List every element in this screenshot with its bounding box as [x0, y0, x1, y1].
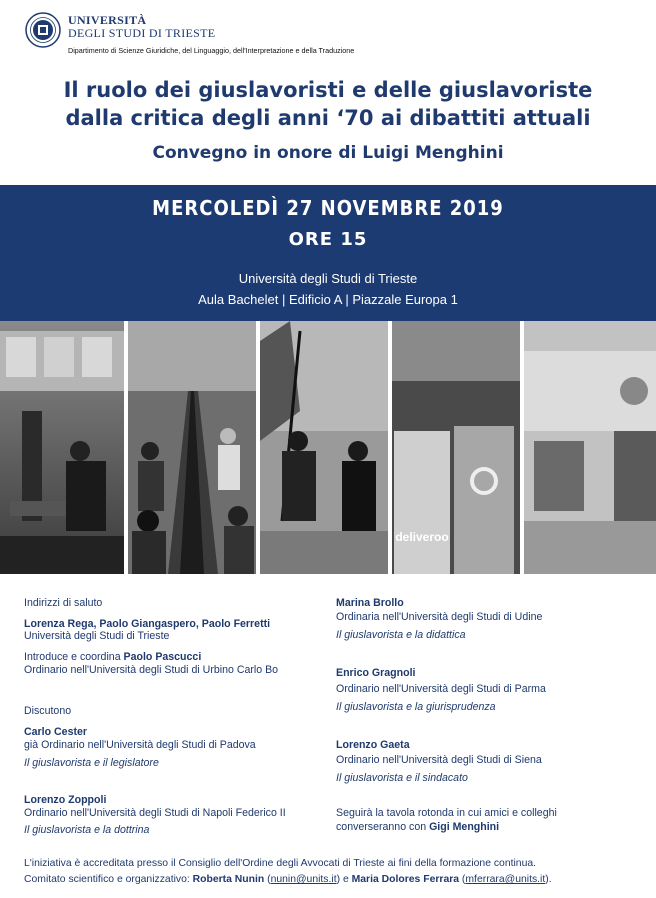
speaker-name: Lorenzo Gaeta: [336, 739, 410, 751]
paren-close-1: ): [336, 874, 341, 885]
footer-accreditation: L'iniziativa è accreditata presso il Consiglio dell'Ordine degli Avvocati di Trieste ai fini della formazione continua.: [24, 858, 537, 869]
email-link-1[interactable]: nunin@units.it: [270, 874, 337, 885]
speaker-name: Enrico Gragnoli: [336, 667, 416, 679]
speaker-name: Marina Brollo: [336, 597, 404, 609]
deliveroo-label: deliveroo: [395, 530, 449, 544]
paren-open-2: (: [459, 874, 466, 885]
department-name: Dipartimento di Scienze Giuridiche, del Linguaggio, dell'Interpretazione e della Traduzione: [68, 46, 355, 55]
speaker-topic: Il giuslavorista e la dottrina: [24, 824, 150, 836]
speaker-topic: Il giuslavorista e la didattica: [336, 629, 466, 641]
photo-robots-laptops: [524, 321, 656, 574]
photo-factory-worker: [0, 321, 124, 574]
footer-committee: [24, 872, 552, 888]
intro-name: Paolo Pascucci: [123, 651, 202, 663]
greetings-heading: Indirizzi di saluto: [24, 597, 103, 609]
paren-open-1: (: [264, 874, 271, 885]
closing-line1: Seguirà la tavola rotonda in cui amici e colleghi: [336, 807, 557, 819]
intro-affiliation: Ordinario nell'Università degli Studi di Urbino Carlo Bo: [24, 664, 279, 676]
university-line2: DEGLI STUDI DI TRIESTE: [68, 26, 216, 40]
photo-assembly-line: [128, 321, 256, 574]
closing-text: converseranno con: [336, 821, 430, 833]
greetings-names: Lorenza Rega, Paolo Giangaspero, Paolo Ferretti: [24, 618, 271, 630]
speaker-role: Ordinario nell'Università degli Studi di Parma: [336, 683, 546, 695]
speaker-role: Ordinario nell'Università degli Studi di Siena: [336, 754, 542, 766]
committee-prefix: Comitato scientifico e organizzativo:: [24, 874, 193, 885]
speaker-role: Ordinario nell'Università degli Studi di Napoli Federico II: [24, 807, 286, 819]
footer: [24, 856, 552, 888]
closing-name: Gigi Menghini: [429, 821, 500, 833]
university-name: [68, 14, 215, 40]
speaker-role: già Ordinario nell'Università degli Studi di Padova: [24, 739, 256, 751]
photo-delivery-backpack: [392, 321, 520, 574]
subtitle: Convegno in onore di Luigi Menghini: [152, 143, 504, 163]
intro-text: Introduce e coordina: [24, 651, 124, 663]
speaker-role: Ordinaria nell'Università degli Studi di Udine: [336, 611, 543, 623]
speaker-topic: Il giuslavorista e la giurisprudenza: [336, 701, 496, 713]
speaker-name: Carlo Cester: [24, 726, 87, 738]
speaker-topic: Il giuslavorista e il sindacato: [336, 772, 468, 784]
title-line1: Il ruolo dei giuslavoristi e delle giuslavoriste: [63, 78, 593, 102]
closing-line2: [336, 821, 499, 835]
event-time: ORE 15: [288, 229, 368, 250]
speaker-topic: Il giuslavorista e il legislatore: [24, 757, 159, 769]
title-line2: dalla critica degli anni ‘70 ai dibattiti attuali: [65, 106, 591, 130]
university-seal-icon: [25, 12, 61, 48]
intro-line: [24, 651, 201, 665]
committee-conj: e: [340, 874, 352, 885]
university-line1: UNIVERSITÀ: [68, 13, 147, 27]
discuss-heading: Discutono: [24, 705, 72, 717]
committee-person2: Maria Dolores Ferrara: [351, 874, 460, 885]
event-date: MERCOLEDÌ 27 NOVEMBRE 2019: [152, 196, 504, 220]
photo-protest-running: [260, 321, 388, 574]
speaker-name: Lorenzo Zoppoli: [24, 794, 107, 806]
venue-line1: Università degli Studi di Trieste: [238, 271, 418, 286]
footer-end: ).: [545, 874, 552, 885]
greetings-affiliation: Università degli Studi di Trieste: [24, 630, 170, 642]
email-link-2[interactable]: mferrara@units.it: [465, 874, 546, 885]
venue-line2: Aula Bachelet | Edificio A | Piazzale Europa 1: [198, 292, 458, 307]
committee-person1: Roberta Nunin: [192, 874, 265, 885]
photo-strip: [0, 321, 656, 574]
event-band: [0, 185, 656, 321]
